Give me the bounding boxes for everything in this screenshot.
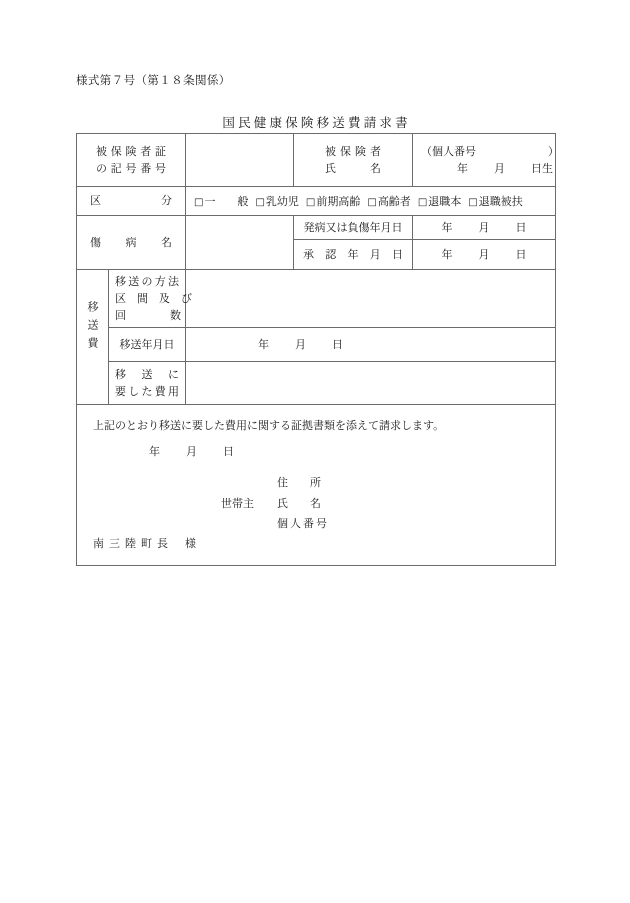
declaration-year-label: 年 [149, 445, 160, 459]
transport-cost-label-line2: 要した費用 [115, 385, 179, 399]
transport-method-value [186, 287, 555, 310]
birth-day-label: 日生 [531, 162, 553, 175]
checkbox-label: 退職本 [428, 195, 462, 208]
claim-form-table [76, 133, 559, 566]
insured-card-value [186, 148, 293, 171]
declaration-date[interactable] [149, 443, 234, 459]
table-row-transport-cost [77, 362, 556, 405]
checkbox-label: 乳幼児 [265, 195, 299, 208]
checkbox-icon[interactable]: □ [194, 197, 204, 208]
onset-date-value-cell[interactable] [413, 216, 556, 240]
recipient-line [93, 535, 196, 551]
checkbox-icon[interactable]: □ [417, 197, 428, 208]
checkbox-label: 退職被扶 [478, 195, 523, 208]
insured-name-label-line1: 被保険者 [325, 144, 381, 158]
insured-card-label-cell [77, 134, 186, 187]
transport-date-value-cell[interactable] [186, 328, 556, 362]
insured-name-label-line2: 氏 名 [325, 162, 381, 175]
checkbox-label: 前期高齢 [316, 195, 361, 208]
onset-date-label: 発病又は負傷年月日 [303, 221, 403, 234]
illness-label-cell [77, 216, 186, 270]
signature-my-number-label: 個人番号 [277, 516, 327, 530]
insured-card-label-line1: 被保険者証 [96, 144, 166, 158]
table-row-transport-method [77, 270, 556, 328]
recipient-name: 南三陸町長 [93, 537, 173, 551]
transport-method-label-line3: 回 数 [115, 309, 181, 323]
checkbox-label: 高齢者 [377, 195, 411, 208]
illness-label: 傷 病 名 [90, 236, 172, 249]
insured-name-label-cell [294, 134, 413, 187]
my-number-line [421, 143, 559, 160]
transport-method-label-cell [109, 270, 192, 328]
transport-month-label: 月 [295, 338, 306, 352]
transport-cost-value [186, 372, 555, 395]
insured-card-value-cell[interactable] [186, 134, 294, 187]
checkbox-option-infant[interactable] [255, 193, 298, 209]
checkbox-option-early-elderly[interactable] [306, 193, 360, 209]
recipient-honorific: 様 [185, 537, 196, 551]
signature-address-line[interactable] [277, 473, 327, 493]
category-label-cell [77, 187, 186, 216]
transport-day-label: 日 [332, 338, 343, 352]
checkbox-option-elderly[interactable] [367, 193, 410, 209]
transport-cost-label-cell [109, 362, 186, 405]
illness-value [186, 231, 293, 254]
checkbox-label: 一 般 [204, 195, 249, 208]
table-row-transport-date [77, 328, 556, 362]
illness-value-cell[interactable] [186, 216, 294, 270]
signature-mynumber-line[interactable] [277, 514, 327, 534]
signature-block [221, 473, 327, 534]
onset-year-label: 年 [441, 221, 453, 234]
approval-date-label-cell [294, 240, 413, 270]
householder-prefix-label: 世帯主 [221, 496, 254, 510]
transport-cost-value-cell[interactable] [186, 362, 556, 405]
signature-address-label: 住 所 [277, 476, 321, 490]
onset-date-label-cell [294, 216, 413, 240]
my-number-close-paren: ） [548, 144, 559, 158]
declaration-day-label: 日 [223, 445, 234, 459]
transport-year-label: 年 [258, 338, 269, 352]
table-row-category [77, 187, 556, 216]
transport-group-label-cell [77, 270, 109, 405]
transport-method-value-cell[interactable] [186, 270, 556, 328]
document-title: 国民健康保険移送費請求書 [222, 115, 411, 130]
category-checkbox-group [186, 189, 555, 213]
table-row-insured [77, 134, 556, 187]
signature-name-label: 氏 名 [277, 496, 321, 510]
transport-date-label-cell [109, 328, 186, 362]
birth-date-line [421, 160, 553, 177]
insured-name-value-cell[interactable] [413, 134, 559, 187]
approval-day-label: 日 [515, 248, 527, 262]
declaration-month-label: 月 [186, 445, 197, 459]
insured-card-label-line2: の記号番号 [96, 162, 166, 175]
category-label: 区 分 [90, 194, 172, 208]
checkbox-option-retired-dependent[interactable] [468, 193, 522, 209]
onset-month-label: 月 [478, 221, 490, 234]
transport-group-label: 移送費 [86, 301, 99, 356]
transport-cost-label-line1: 移 送 に [115, 368, 179, 382]
transport-method-label-line1: 移送の方法 [115, 275, 179, 289]
checkbox-icon[interactable]: □ [305, 197, 316, 208]
birth-month-label: 月 [494, 162, 505, 175]
table-row-illness [77, 216, 556, 240]
approval-month-label: 月 [478, 248, 490, 262]
declaration-statement: 上記のとおり移送に要した費用に関する証拠書類を添えて請求します。 [93, 419, 445, 433]
checkbox-icon[interactable]: □ [255, 197, 265, 208]
approval-date-value [413, 243, 555, 266]
signature-name-line[interactable] [221, 494, 327, 514]
transport-date-value [186, 333, 555, 356]
onset-day-label: 日 [515, 221, 527, 234]
form-number: 様式第７号（第１８条関係） [76, 73, 231, 87]
checkbox-option-retired-principal[interactable] [418, 193, 461, 209]
checkbox-icon[interactable]: □ [468, 197, 478, 208]
approval-date-value-cell[interactable] [413, 240, 556, 270]
table-row-declaration [77, 405, 556, 566]
approval-date-label: 承 認 年 月 日 [303, 248, 403, 262]
checkbox-option-general[interactable] [194, 193, 248, 209]
approval-year-label: 年 [441, 248, 453, 262]
my-number-label: （個人番号 [421, 144, 476, 158]
transport-method-label-line2: 区 間 及 び [115, 292, 192, 306]
transport-date-label: 移送年月日 [119, 338, 175, 352]
onset-date-value [413, 216, 555, 239]
checkbox-icon[interactable]: □ [367, 197, 377, 208]
birth-year-label: 年 [457, 162, 468, 175]
category-options-cell [186, 187, 556, 216]
declaration-cell [77, 405, 556, 566]
